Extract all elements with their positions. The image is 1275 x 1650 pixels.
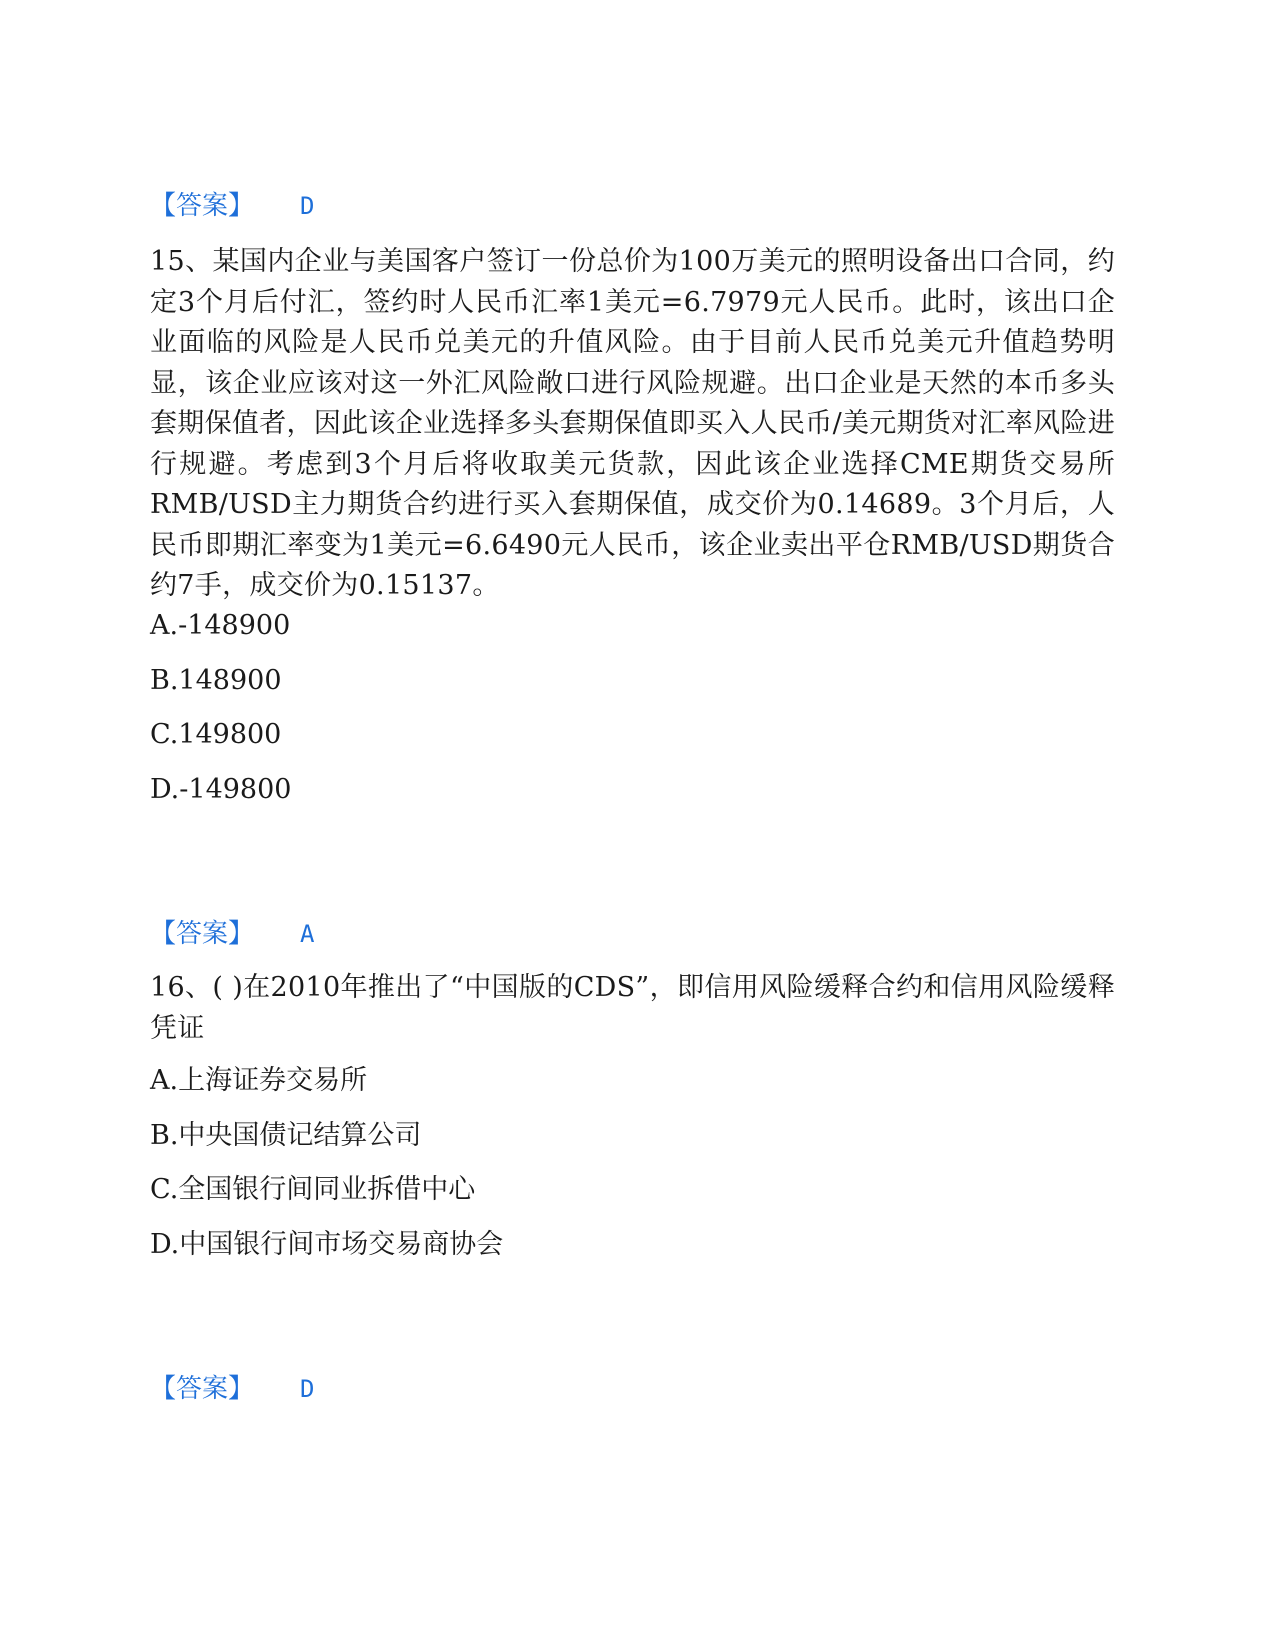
answer-value: A xyxy=(300,920,315,948)
answer-value: D xyxy=(300,192,315,220)
answer-line-16 xyxy=(150,1369,314,1409)
question-16-option-d: D.中国银行间市场交易商协会 xyxy=(150,1229,504,1260)
answer-label: 【答案】 xyxy=(150,1374,255,1404)
question-15-text: 15、某国内企业与美国客户签订一份总价为100万美元的照明设备出口合同，约定3个月后付汇，签约时人民币汇率1美元=6.7979元人民币。此时，该出口企业面临的风险是人民币兑美元的升值风险。由于目前人民币兑美元升值趋势明显，该企业应该对这一外汇风险敞口进行风险规避。出口企业是天然的本币多头套期保值者，因此该企业选择多头套期保值即买入人民币/美元期货对汇率风险进行规避。考虑到3个月后将收取美元货款，因此该企业选择CME期货交易所RMB/USD主力期货合约进行买入套期保值，成交价为0.14689。3个月后，人民币即期汇率变为1美元=6.6490元人民币，该企业卖出平仓RMB/USD期货合约7手，成交价为0.15137。 xyxy=(150,246,1115,601)
answer-value: D xyxy=(300,1375,315,1403)
question-16-option-c: C.全国银行间同业拆借中心 xyxy=(150,1174,476,1205)
question-15-option-a: A.-148900 xyxy=(150,610,291,641)
question-15-option-c: C.149800 xyxy=(150,719,282,750)
question-15-option-d: D.-149800 xyxy=(150,774,292,805)
question-16-text: 16、( )在2010年推出了“中国版的CDS”，即信用风险缓释合约和信用风险缓释凭证 xyxy=(150,972,1115,1044)
answer-label: 【答案】 xyxy=(150,919,255,949)
question-16-option-a: A.上海证券交易所 xyxy=(150,1065,368,1096)
answer-line-14 xyxy=(150,186,314,226)
question-15-option-b: B.148900 xyxy=(150,665,282,696)
answer-label: 【答案】 xyxy=(150,191,255,221)
question-16-option-b: B.中央国债记结算公司 xyxy=(150,1120,422,1151)
answer-line-15 xyxy=(150,914,314,954)
